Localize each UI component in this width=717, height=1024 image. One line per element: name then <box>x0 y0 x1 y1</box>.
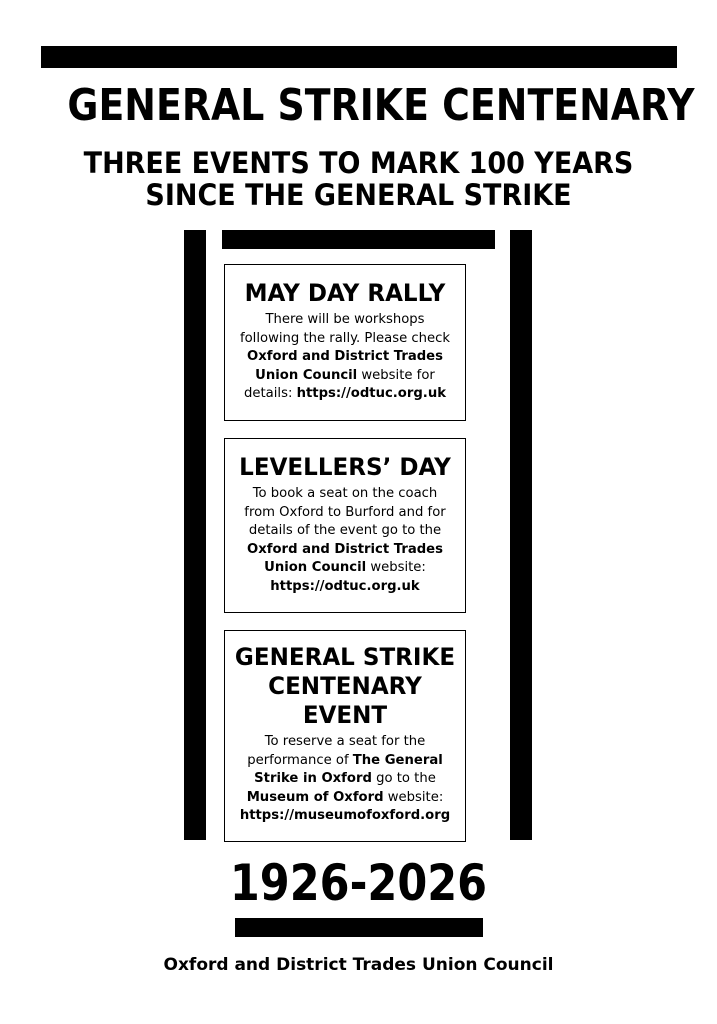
org-name: Union Council <box>255 367 358 383</box>
event-text-line <box>231 752 459 771</box>
event-box-general-strike-centenary <box>224 630 466 842</box>
event-text-line: There will be workshops <box>265 312 425 327</box>
org-name: Union Council <box>264 560 367 576</box>
inner-top-bar <box>222 230 495 249</box>
event-text: details: <box>244 386 297 402</box>
event-text-line: To reserve a seat for the <box>264 734 426 749</box>
event-text: website: <box>383 789 444 805</box>
event-box-levellers-day <box>224 438 466 613</box>
event-text: go to the <box>371 771 436 787</box>
event-text-line <box>231 367 459 386</box>
event-title: LEVELLERS’ DAY <box>239 453 451 481</box>
event-title-line-3: EVENT <box>302 701 388 729</box>
event-text: website for <box>357 367 435 383</box>
poster-subtitle-line-1: THREE EVENTS TO MARK 100 YEARS <box>83 146 634 180</box>
org-name: Oxford and District Trades <box>247 349 443 365</box>
event-text-line: details of the event go to the <box>248 523 442 539</box>
right-pillar-bar <box>510 230 532 840</box>
top-black-bar <box>41 46 677 68</box>
event-title: MAY DAY RALLY <box>244 279 446 307</box>
org-name: Oxford and District Trades <box>247 541 443 557</box>
poster-title: GENERAL STRIKE CENTENARY <box>67 80 695 131</box>
event-description <box>225 311 465 404</box>
event-text-line: following the rally. Please check <box>239 330 451 346</box>
website-link[interactable]: https://museumofoxford.org <box>239 808 451 824</box>
website-link[interactable]: https://odtuc.org.uk <box>296 386 446 402</box>
bottom-black-bar <box>235 918 483 937</box>
website-link[interactable]: https://odtuc.org.uk <box>270 578 420 594</box>
event-text-line <box>231 559 459 578</box>
event-box-may-day-rally <box>224 264 466 421</box>
event-text-line: from Oxford to Burford and for <box>244 504 446 520</box>
event-text-line: To book a seat on the coach <box>252 486 438 501</box>
event-text: website: <box>366 560 426 576</box>
event-text-line <box>231 770 459 789</box>
performance-title: The General <box>352 752 443 768</box>
poster-subtitle-line-2: SINCE THE GENERAL STRIKE <box>145 178 572 212</box>
event-text: performance of <box>247 752 353 768</box>
performance-title: Strike in Oxford <box>254 771 372 787</box>
event-title-line-1: GENERAL STRIKE <box>234 643 456 671</box>
museum-name: Museum of Oxford <box>246 789 384 805</box>
event-description <box>225 485 465 597</box>
event-text-line <box>231 789 459 808</box>
event-text-line <box>231 385 459 404</box>
organisation-footer: Oxford and District Trades Union Council <box>163 955 554 975</box>
left-pillar-bar <box>184 230 206 840</box>
event-description <box>225 733 465 826</box>
event-title-line-2: CENTENARY <box>268 672 422 700</box>
year-range: 1926-2026 <box>229 854 488 912</box>
